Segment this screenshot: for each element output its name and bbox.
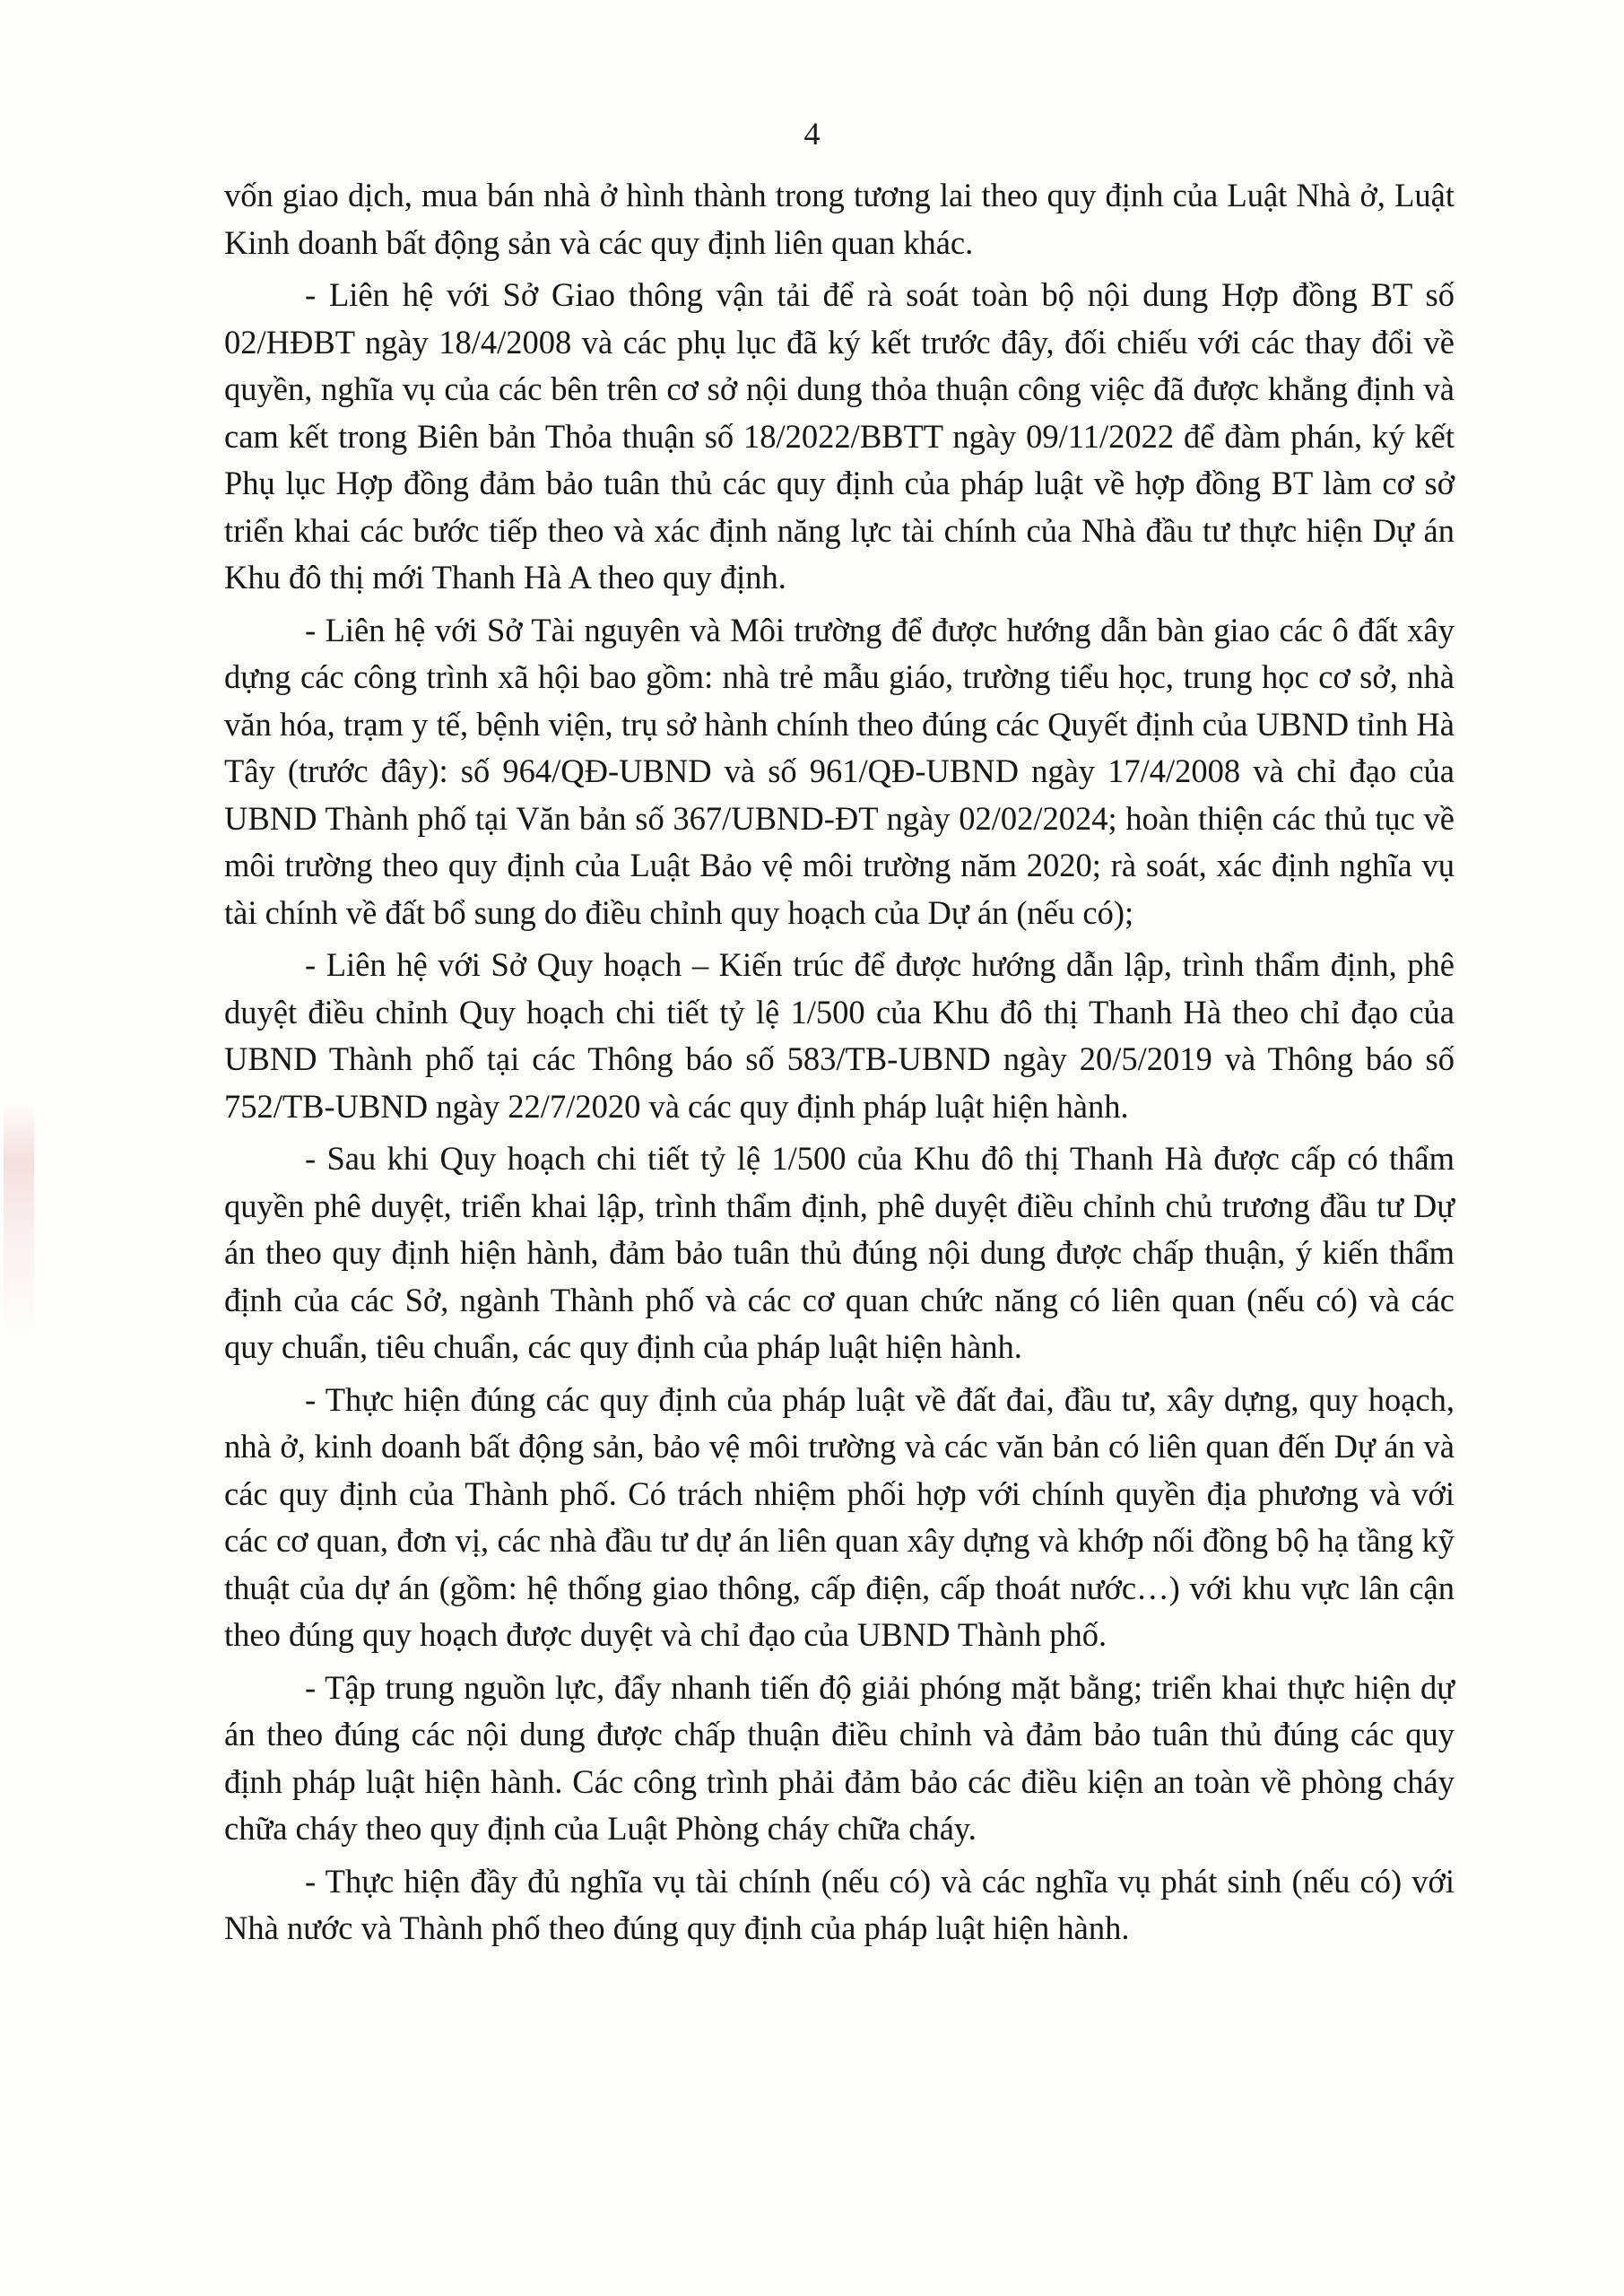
paragraph-natural-resources-department: - Liên hệ với Sở Tài nguyên và Môi trường để được hướng dẫn bàn giao các ô đất xây dựng các công trình xã hội bao gồm: nhà trẻ mẫu giáo, trường tiểu học, trung học cơ sở, nhà văn hóa, trạm y tế, bệnh viện, trụ sở hành chính theo đúng các Quyết định của UBND tỉnh Hà Tây (trước đây): số 964/QĐ-UBND và số 961/QĐ-UBND ngày 17/4/2008 và chỉ đạo của UBND Thành phố tại Văn bản số 367/UBND-ĐT ngày 02/02/2024; hoàn thiện các thủ tục về môi trường theo quy định của Luật Bảo vệ môi trường năm 2020; rà soát, xác định nghĩa vụ tài chính về đất bổ sung do điều chỉnh quy hoạch của Dự án (nếu có); <box>224 611 1455 931</box>
paragraph-after-planning-approval: - Sau khi Quy hoạch chi tiết tỷ lệ 1/500 của Khu đô thị Thanh Hà được cấp có thẩm quyền phê duyệt, triển khai lập, trình thẩm định, phê duyệt điều chỉnh chủ trương đầu tư Dự án theo quy định hiện hành, đảm bảo tuân thủ đúng nội dung được chấp thuận, ý kiến thẩm định của các Sở, ngành Thành phố và các cơ quan chức năng có liên quan (nếu có) và các quy chuẩn, tiêu chuẩn, các quy định của pháp luật hiện hành. <box>224 1140 1455 1365</box>
paragraph-site-clearance: - Tập trung nguồn lực, đẩy nhanh tiến độ giải phóng mặt bằng; triển khai thực hiện dự án theo đúng các nội dung được chấp thuận điều chỉnh và đảm bảo tuân thủ đúng các quy định pháp luật hiện hành. Các công trình phải đảm bảo các điều kiện an toàn về phòng cháy chữa cháy theo quy định của Luật Phòng cháy chữa cháy. <box>224 1668 1455 1847</box>
paragraph-continuation: vốn giao dịch, mua bán nhà ở hình thành trong tương lai theo quy định của Luật Nhà ở, Luật Kinh doanh bất động sản và các quy định liên quan khác. <box>224 177 1455 261</box>
paragraph-comply-regulations: - Thực hiện đúng các quy định của pháp luật về đất đai, đầu tư, xây dựng, quy hoạch, nhà ở, kinh doanh bất động sản, bảo vệ môi trường và các văn bản có liên quan đến Dự án và các quy định của Thành phố. Có trách nhiệm phối hợp với chính quyền địa phương và với các cơ quan, đơn vị, các nhà đầu tư dự án liên quan xây dựng và khớp nối đồng bộ hạ tầng kỹ thuật của dự án (gồm: hệ thống giao thông, cấp điện, cấp thoát nước…) với khu vực lân cận theo đúng quy hoạch được duyệt và chỉ đạo của UBND Thành phố. <box>224 1380 1455 1653</box>
paragraph-financial-obligations: - Thực hiện đầy đủ nghĩa vụ tài chính (nếu có) và các nghĩa vụ phát sinh (nếu có) với Nhà nước và Thành phố theo đúng quy định của pháp luật hiện hành. <box>224 1862 1455 1946</box>
document-body <box>224 172 1455 1958</box>
seal-edge-mark <box>4 1103 34 1336</box>
paragraph-planning-architecture-department: - Liên hệ với Sở Quy hoạch – Kiến trúc để được hướng dẫn lập, trình thẩm định, phê duyệt điều chỉnh Quy hoạch chi tiết tỷ lệ 1/500 của Khu đô thị Thanh Hà theo chỉ đạo của UBND Thành phố tại các Thông báo số 583/TB-UBND ngày 20/5/2019 và Thông báo số 752/TB-UBND ngày 22/7/2020 và các quy định pháp luật hiện hành. <box>224 946 1455 1125</box>
paragraph-transport-department: - Liên hệ với Sở Giao thông vận tải để rà soát toàn bộ nội dung Hợp đồng BT số 02/HĐBT ngày 18/4/2008 và các phụ lục đã ký kết trước đây, đối chiếu với các thay đổi về quyền, nghĩa vụ của các bên trên cơ sở nội dung thỏa thuận công việc đã được khẳng định và cam kết trong Biên bản Thỏa thuận số 18/2022/BBTT ngày 09/11/2022 để đàm phán, ký kết Phụ lục Hợp đồng đảm bảo tuân thủ các quy định của pháp luật về hợp đồng BT làm cơ sở triển khai các bước tiếp theo và xác định năng lực tài chính của Nhà đầu tư thực hiện Dự án Khu đô thị mới Thanh Hà A theo quy định. <box>224 276 1455 596</box>
page-number: 4 <box>803 116 821 152</box>
